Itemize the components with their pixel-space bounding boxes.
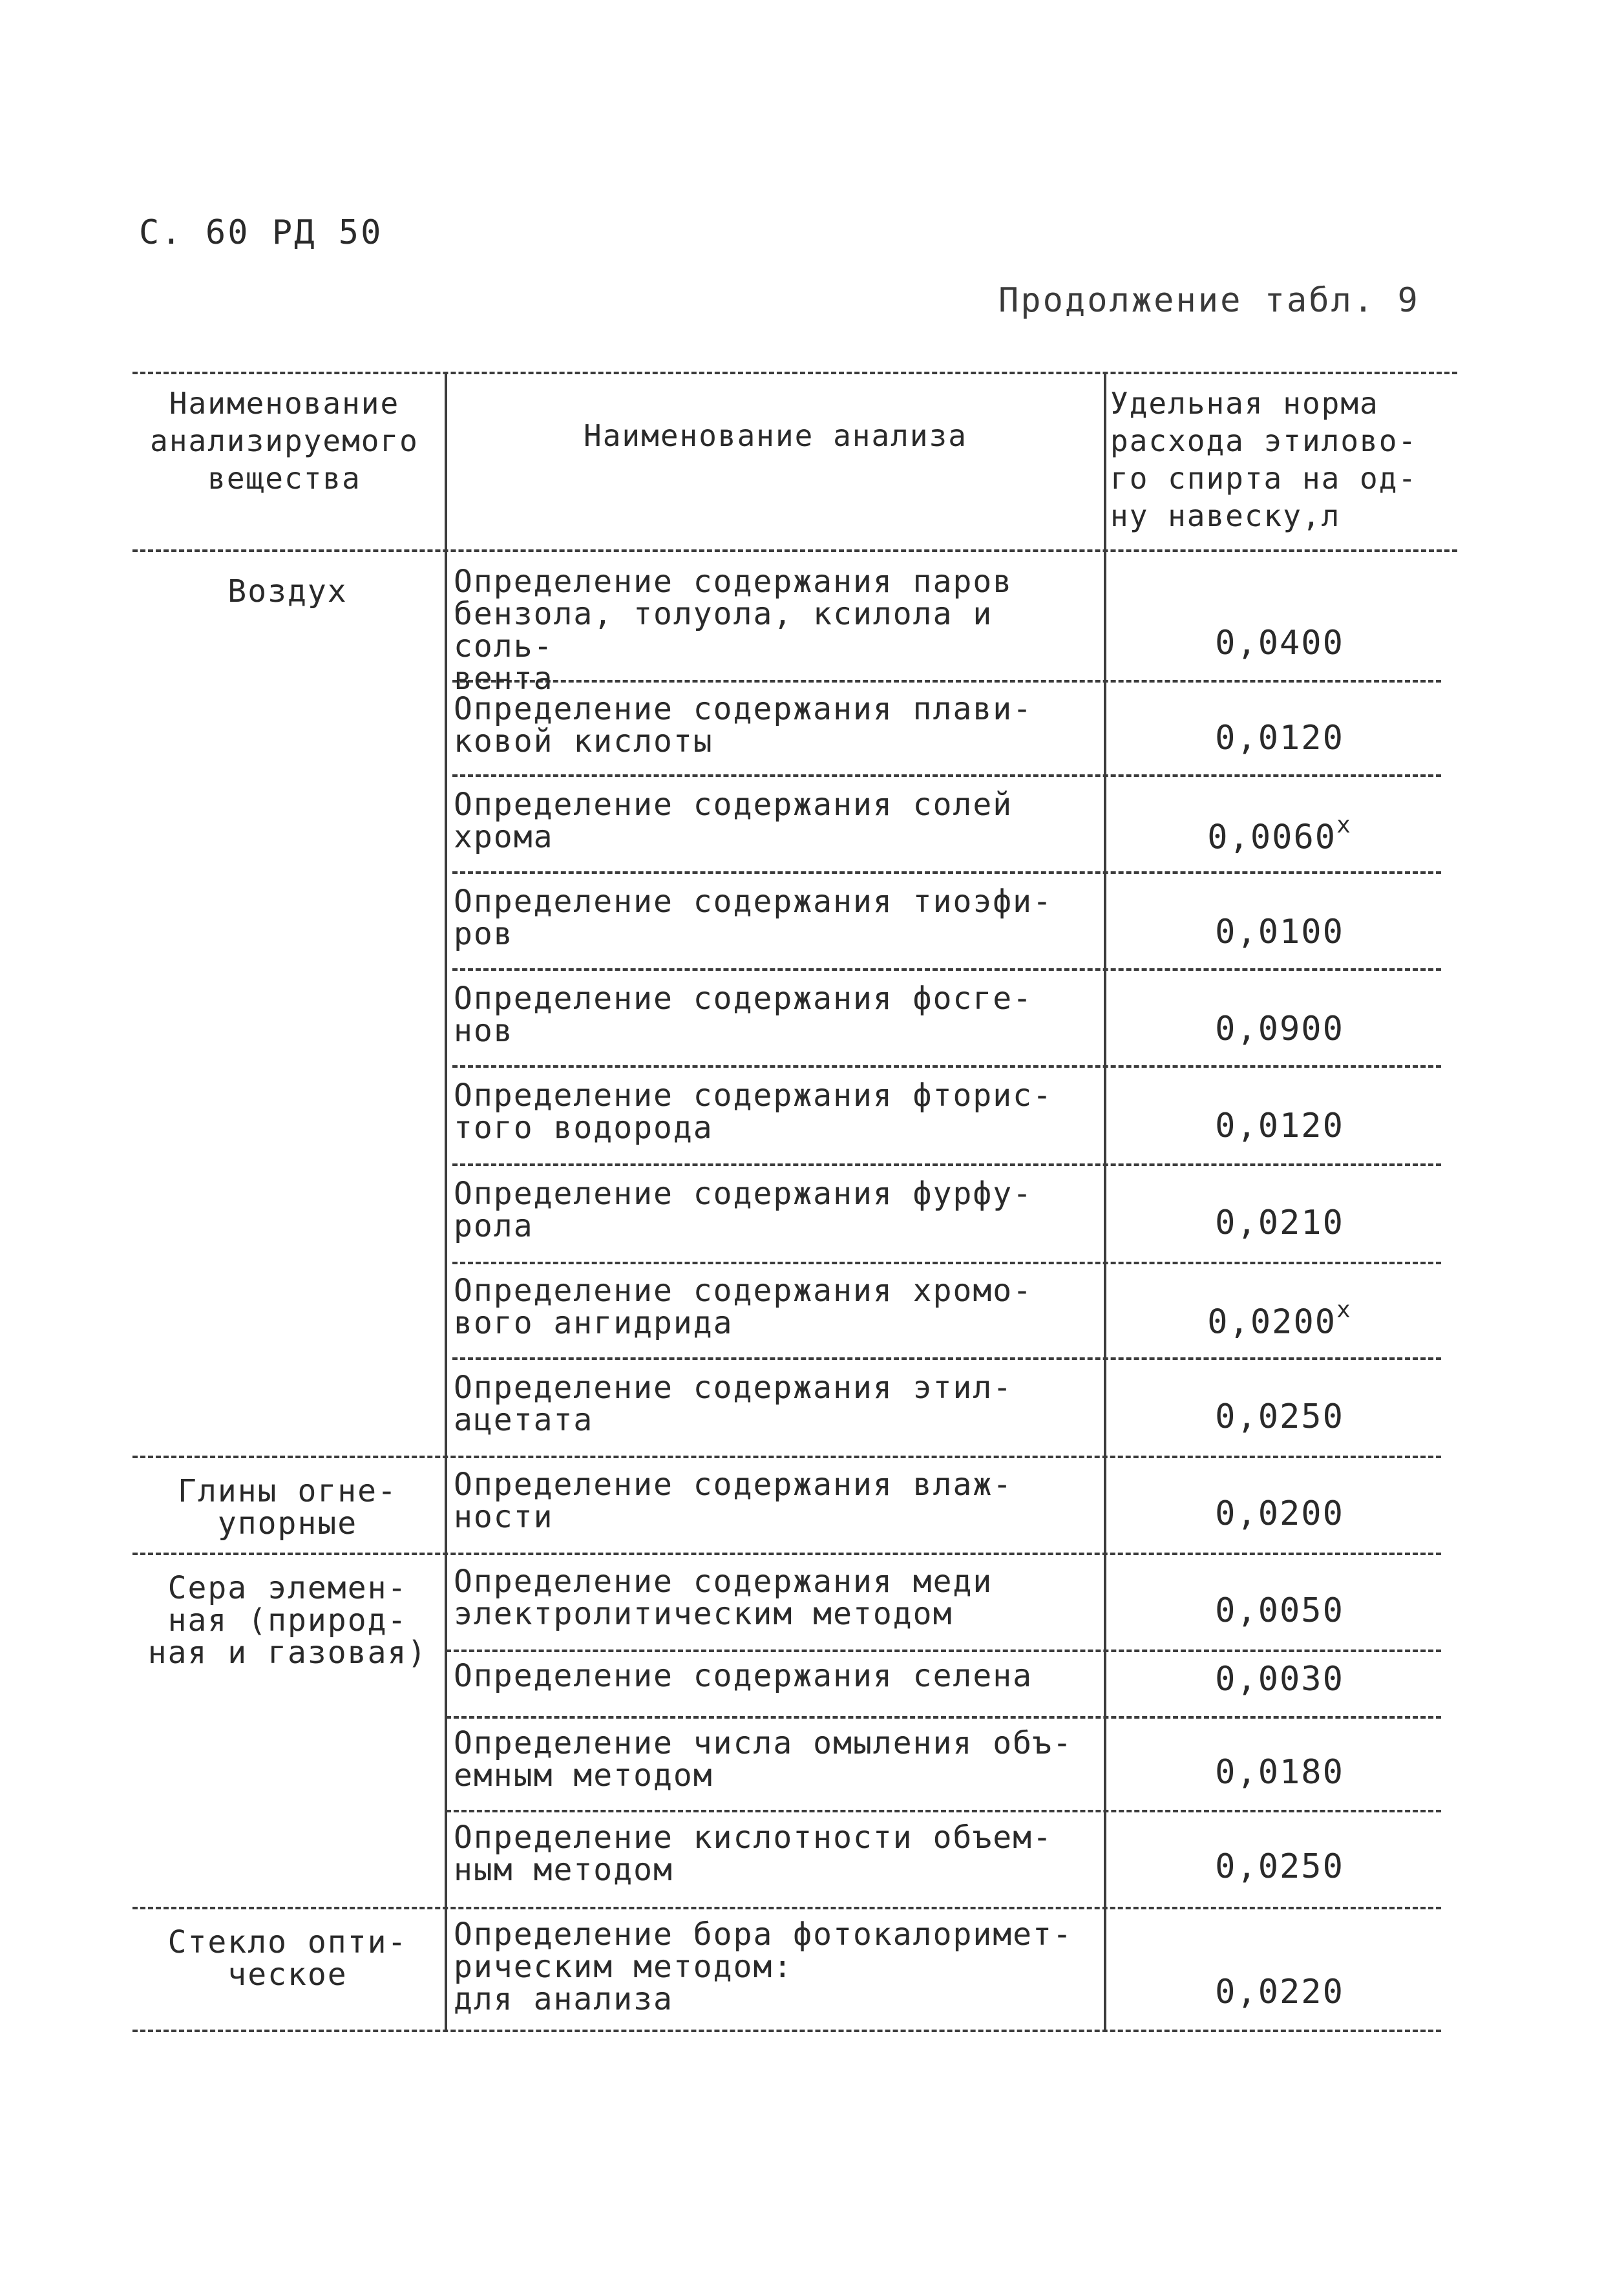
norm-value: 0,0050 (1215, 1591, 1344, 1630)
analysis-cell: Определение содержания этил- ацетата (454, 1370, 1013, 1438)
analysis-cell: Определение содержания фурфу- рола (454, 1176, 1033, 1244)
analysis-cell: Определение содержания паров бензола, толуола, ксилола и соль- вента (454, 564, 1013, 697)
rule-row (452, 968, 1441, 971)
footnote-mark: x (1336, 1297, 1352, 1323)
rule-row (446, 1810, 1441, 1812)
column-divider-1 (445, 372, 447, 2030)
rule-group (132, 1907, 1441, 1909)
substance-sulfur: Сера элемен- ная (природ- ная и газовая) (147, 1570, 428, 1671)
norm-value: 0,0900 (1215, 1010, 1344, 1048)
norm-value: 0,0400 (1215, 624, 1344, 663)
analysis-cell: Определение содержания влаж- ности (454, 1467, 1013, 1535)
analysis-cell: Определение содержания солей хрома (454, 787, 1013, 855)
norm-value: 0,0060$^x$ (1207, 812, 1352, 857)
rule-row (452, 871, 1441, 874)
rule-bottom (132, 2030, 1441, 2032)
norm-value: 0,0180 (1215, 1753, 1344, 1792)
analysis-cell: Определение содержания плави- ковой кислоты (454, 691, 1033, 759)
analysis-cell: Определение содержания фторис- того водорода (454, 1077, 1053, 1146)
norm-value: 0,0210 (1215, 1204, 1344, 1242)
analysis-cell: Определение числа омыления объ- емным методом (454, 1725, 1073, 1794)
rule-row (452, 774, 1441, 777)
rule-group (132, 1456, 1441, 1458)
header-norm: Удельная норма расхода этилово- го спирта на од- ну навеску,л (1110, 386, 1418, 533)
analysis-cell: Определение содержания тиоэфи- ров (454, 884, 1053, 952)
analysis-cell: Определение содержания меди электролитическим методом (454, 1564, 993, 1632)
analysis-cell: Определение бора фотокалоримет- рическим методом: для анализа (454, 1916, 1073, 2017)
substance-air: Воздух (227, 573, 348, 610)
header-analysis: Наименование анализа (584, 418, 967, 453)
analysis-cell: Определение кислотности объем- ным методом (454, 1819, 1053, 1888)
rule-row (452, 1262, 1441, 1264)
table-continuation-label: Продолжение табл. 9 (998, 281, 1420, 320)
header-substance: Наименование анализируемого вещества (150, 386, 419, 496)
norm-value: 0,0200 (1215, 1494, 1344, 1533)
substance-clays: Глины огне- упорные (178, 1473, 397, 1542)
norm-value: 0,0250 (1215, 1847, 1344, 1886)
page-header: С. 60 РД 50 (139, 213, 383, 252)
footnote-mark: x (1336, 812, 1352, 838)
analysis-cell: Определение содержания фосге- нов (454, 981, 1033, 1049)
norm-value: 0,0120 (1215, 719, 1344, 758)
norm-value: 0,0220 (1215, 1973, 1344, 2011)
norm-value: 0,0250 (1215, 1397, 1344, 1436)
norm-value: 0,0120 (1215, 1107, 1344, 1145)
rule-group (132, 1553, 1441, 1555)
rule-row (446, 1716, 1441, 1719)
norm-value: 0,0200$^x$ (1207, 1297, 1352, 1342)
norm-value: 0,0100 (1215, 913, 1344, 951)
rule-top (132, 372, 1457, 374)
substance-glass: Стекло опти- ческое (167, 1924, 408, 1993)
rule-row (452, 1065, 1441, 1068)
rule-row (446, 1650, 1441, 1652)
norm-value: 0,0030 (1215, 1660, 1344, 1699)
rule-header-bottom (132, 549, 1457, 552)
rule-row (452, 1357, 1441, 1360)
analysis-cell: Определение содержания хромо- вого ангидрида (454, 1273, 1033, 1341)
column-divider-2 (1104, 372, 1106, 2030)
analysis-cell: Определение содержания селена (454, 1658, 1033, 1694)
rule-row (452, 1163, 1441, 1166)
